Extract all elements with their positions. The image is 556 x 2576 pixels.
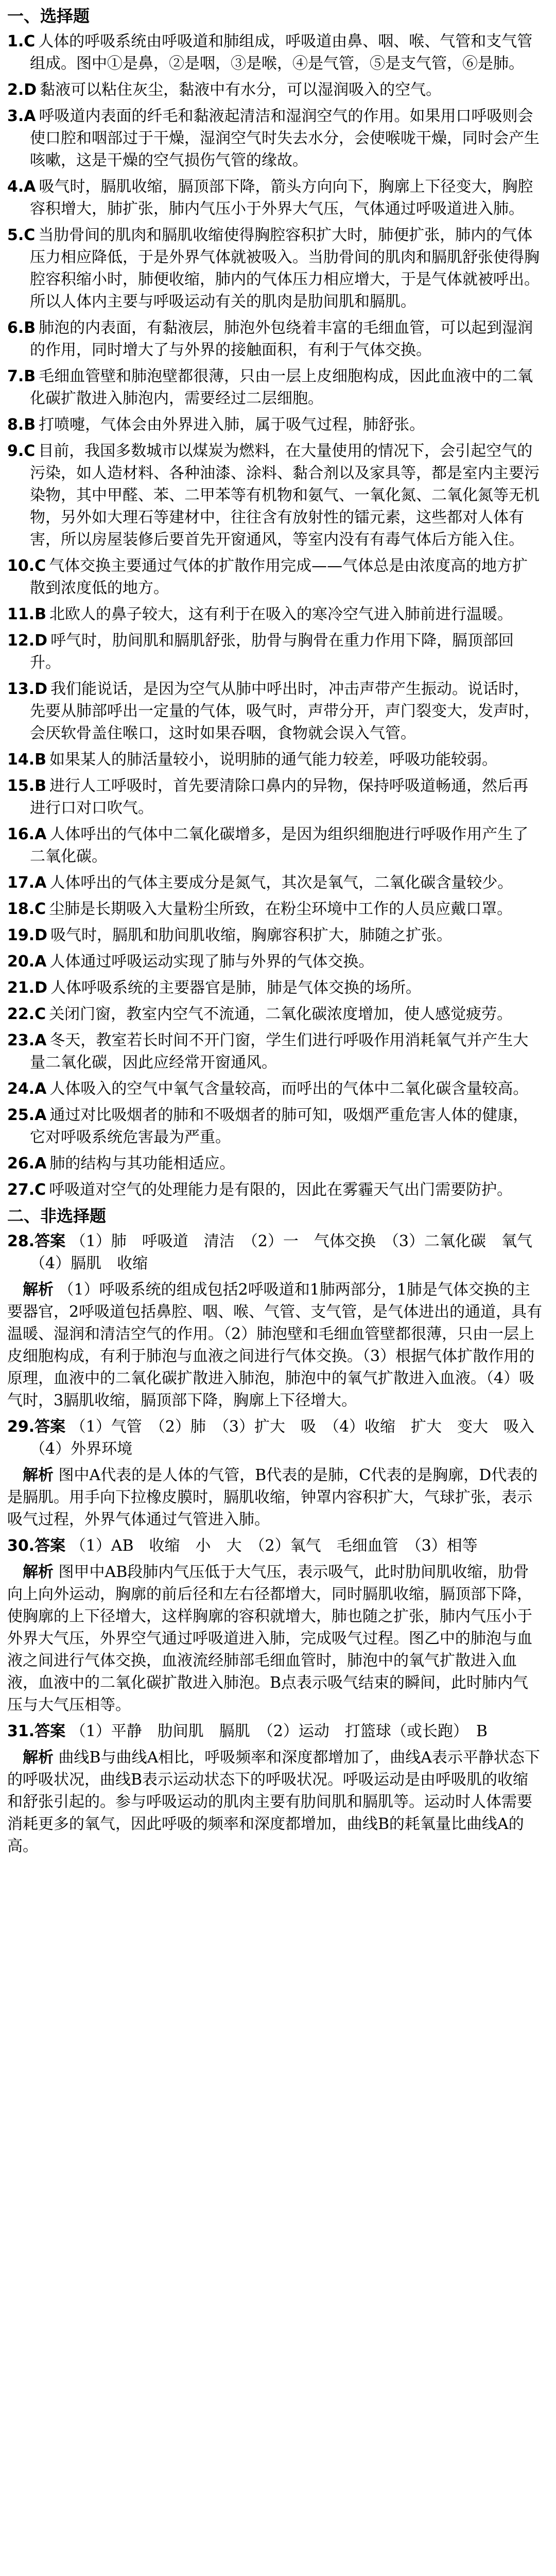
question-number: 30. — [7, 1537, 35, 1555]
explanation-text: 人体通过呼吸运动实现了肺与外界的气体交换。 — [49, 953, 374, 971]
choice-answer-item — [7, 79, 543, 101]
explanation-text: 肺泡的内表面，有黏液层，肺泡外包绕着丰富的毛细血管，可以起到湿润的作用，同时增大了与外界的接触面积，有利于气体交换。 — [30, 319, 533, 359]
nonchoice-analysis-item — [7, 1464, 543, 1531]
question-number: 6. — [7, 319, 24, 337]
answer-letter: D — [24, 81, 37, 99]
explanation-text: 冬天，教室若长时间不开门窗，学生们进行呼吸作用消耗氧气并产生大量二氧化碳，因此应经常开窗通风。 — [30, 1031, 529, 1072]
question-number: 16. — [7, 825, 35, 843]
question-number: 26. — [7, 1155, 35, 1173]
explanation-text: 进行人工呼吸时，首先要清除口鼻内的异物，保持呼吸道畅通，然后再进行口对口吹气。 — [30, 777, 529, 817]
answer-letter: A — [34, 874, 47, 892]
question-number: 5. — [7, 226, 24, 244]
explanation-text: 毛细血管壁和肺泡壁都很薄，只由一层上皮细胞构成，因此血液中的二氧化碳扩散进入肺泡内，需要经过二层细胞。 — [30, 367, 533, 408]
answer-letter: D — [34, 632, 48, 650]
choice-answer-list — [7, 30, 543, 1201]
answer-letter: A — [24, 178, 36, 196]
nonchoice-analysis-item — [7, 1561, 543, 1716]
question-number: 17. — [7, 874, 35, 892]
choice-answer-item — [7, 224, 543, 313]
nonchoice-answer-item — [7, 1416, 550, 1460]
explanation-text: 北欧人的鼻子较大，这有利于在吸入的寒冷空气进入肺前进行温暖。 — [49, 605, 513, 623]
nonchoice-answer-item — [7, 1720, 543, 1742]
choice-answer-item — [7, 105, 543, 172]
answer-label: 解析 — [23, 1563, 54, 1581]
answer-letter: D — [34, 680, 48, 698]
choice-answer-item — [7, 1153, 543, 1175]
explanation-text: 打喷嚏，气体会由外界进入肺，属于吸气过程，肺舒张。 — [39, 416, 425, 434]
choice-answer-item — [7, 1104, 543, 1148]
explanation-text: 人体吸入的空气中氧气含量较高，而呼出的气体中二氧化碳含量较高。 — [49, 1080, 529, 1098]
answer-letter: C — [34, 557, 46, 575]
explanation-text: 目前，我国多数城市以煤炭为燃料，在大量使用的情况下，会引起空气的污染，如人造材料、各种油漆、涂料、黏合剂以及家具等，都是室内主要污染物，其中甲醛、苯、二甲苯等有机物和氨气、一氧化氮、二氧化氮等无机物，另外如大理石等建材中，往往含有放射性的镭元素，这些都对人体有害，所以房屋装修后要首先开窗通风，等室内没有有毒气体后方能入住。 — [30, 442, 540, 549]
section-title-nonchoice: 二、非选择题 — [7, 1206, 107, 1226]
answer-text: （1）气管 （2）肺 （3）扩大 吸 （4）收缩 扩大 变大 吸入 （4）外界环境 — [30, 1418, 550, 1458]
explanation-text: 气体交换主要通过气体的扩散作用完成——气体总是由浓度高的地方扩散到浓度低的地方。 — [30, 557, 528, 597]
question-number: 18. — [7, 900, 35, 918]
answer-text: 图甲中AB段肺内气压低于大气压，表示吸气，此时肋间肌收缩，肋骨向上向外运动，胸廓的前后径和左右径都增大，同时膈肌收缩，膈顶部下降，使胸廓的上下径增大，这样胸廓的容积就增大，肺也随之扩张，肺内气压小于外界大气压，外界空气通过呼吸道进入肺，完成吸气过程。图乙中的肺泡与血液之间进行气体交换，血液流经肺部毛细血管时，肺泡中的氧气扩散进入血液，血液中的二氧化碳扩散进入肺泡。B点表示吸气结束的瞬间，此时肺内气压与大气压相等。 — [7, 1563, 532, 1714]
choice-answer-item — [7, 176, 543, 220]
choice-answer-item — [7, 951, 543, 973]
question-number: 14. — [7, 751, 35, 769]
spacer — [54, 1281, 59, 1299]
choice-answer-item — [7, 630, 543, 674]
question-number: 12. — [7, 632, 35, 650]
choice-answer-item — [7, 440, 543, 551]
question-number: 20. — [7, 953, 35, 971]
explanation-text: 尘肺是长期吸入大量粉尘所致，在粉尘环境中工作的人员应戴口罩。 — [49, 900, 513, 918]
spacer — [65, 1537, 71, 1555]
answer-letter: A — [34, 953, 47, 971]
answer-letter: A — [34, 1155, 47, 1173]
answer-label: 解析 — [23, 1466, 54, 1484]
question-number: 13. — [7, 680, 35, 698]
explanation-text: 呼吸道对空气的处理能力是有限的，因此在雾霾天气出门需要防护。 — [49, 1181, 513, 1199]
choice-answer-item — [7, 317, 543, 361]
nonchoice-answer-list — [7, 1230, 550, 1857]
choice-answer-item — [7, 898, 543, 920]
answer-letter: A — [34, 825, 47, 843]
answer-text: （1）肺 呼吸道 清洁 （2）一 气体交换 （3）二氧化碳 氧气 （4）膈肌 收缩 — [30, 1232, 548, 1273]
answer-letter: D — [34, 979, 48, 997]
answer-text: 曲线B与曲线A相比，呼吸频率和深度都增加了，曲线A表示平静状态下的呼吸状况，曲线B表示运动状态下的呼吸状况。呼吸运动是由呼吸肌的收缩和舒张引起的。参与呼吸运动的肌肉主要有肋间肌和膈肌等。运动时人体需要消耗更多的氧气，因此呼吸的频率和深度都增加，曲线B的耗氧量比曲线A的高。 — [7, 1749, 540, 1855]
answer-letter: A — [24, 107, 36, 125]
explanation-text: 人体呼出的气体中二氧化碳增多，是因为组织细胞进行呼吸作用产生了二氧化碳。 — [30, 825, 529, 866]
choice-answer-item — [7, 823, 543, 868]
explanation-text: 人体的呼吸系统由呼吸道和肺组成，呼吸道由鼻、咽、喉、气管和支气管组成。图中①是鼻，②是咽，③是喉，④是气管，⑤是支气管，⑥是肺。 — [30, 32, 533, 73]
spacer — [54, 1563, 59, 1581]
choice-answer-item — [7, 1179, 543, 1201]
answer-letter: B — [24, 416, 36, 434]
answer-letter: B — [34, 605, 47, 623]
answer-text: （1）呼吸系统的组成包括2呼吸道和1肺两部分，1肺是气体交换的主要器官，2呼吸道包括鼻腔、咽、喉、气管、支气管，是气体进出的通道，具有温暖、湿润和清洁空气的作用。（2）肺泡壁和毛细血管壁都很薄，只由一层上皮细胞构成，有利于肺泡与血液之间进行气体交换。（3）根据气体扩散作用的原理，血液中的二氧化碳扩散进入肺泡，肺泡中的氧气扩散进入血液。（4）吸气时，3膈肌收缩，膈顶部下降，胸廓上下径增大。 — [7, 1281, 543, 1410]
spacer — [65, 1418, 71, 1436]
choice-answer-item — [7, 414, 543, 436]
explanation-text: 呼吸道内表面的纤毛和黏液起清洁和湿润空气的作用。如果用口呼吸则会使口腔和咽部过于干燥，湿润空气时失去水分，会使喉咙干燥，同时会产生咳嗽，这是干燥的空气损伤气管的缘故。 — [30, 107, 540, 170]
explanation-text: 通过对比吸烟者的肺和不吸烟者的肺可知，吸烟严重危害人体的健康，它对呼吸系统危害最为严重。 — [30, 1106, 529, 1146]
question-number: 10. — [7, 557, 35, 575]
choice-answer-item — [7, 603, 543, 625]
answer-letter: C — [24, 32, 36, 50]
explanation-text: 关闭门窗，教室内空气不流通，二氧化碳浓度增加，使人感觉疲劳。 — [49, 1005, 513, 1023]
explanation-text: 我们能说话，是因为空气从肺中呼出时，冲击声带产生振动。说话时，先要从肺部呼出一定量的气体，吸气时，声带分开，声门裂变大，发声时，会厌软骨盖住喉口，这时如果吞咽，食物就会误入气管。 — [30, 680, 540, 742]
answer-letter: A — [34, 1080, 47, 1098]
question-number: 25. — [7, 1106, 35, 1124]
answer-letter: B — [34, 777, 47, 795]
nonchoice-analysis-item — [7, 1747, 543, 1857]
question-number: 9. — [7, 442, 24, 460]
choice-answer-item — [7, 872, 543, 894]
answer-text: （1）平静 肋间肌 膈肌 （2）运动 打篮球（或长跑） B — [70, 1722, 488, 1740]
answer-letter: B — [24, 319, 36, 337]
answer-letter: C — [34, 1181, 46, 1199]
explanation-text: 人体呼吸系统的主要器官是肺，肺是气体交换的场所。 — [50, 979, 422, 997]
explanation-text: 吸气时，膈肌收缩，膈顶部下降，箭头方向向下，胸廓上下径变大，胸腔容积增大，肺扩张，肺内气压小于外界大气压，气体通过呼吸道进入肺。 — [30, 178, 533, 218]
spacer — [65, 1232, 71, 1250]
nonchoice-answer-item — [7, 1535, 543, 1557]
answer-label: 解析 — [23, 1281, 54, 1299]
choice-answer-item — [7, 749, 543, 771]
answer-label: 答案 — [34, 1722, 66, 1740]
question-number: 19. — [7, 926, 35, 944]
question-number: 4. — [7, 178, 24, 196]
explanation-text: 吸气时，膈肌和肋间肌收缩，胸廓容积扩大，肺随之扩张。 — [50, 926, 453, 944]
choice-answer-item — [7, 1029, 543, 1074]
choice-answer-item — [7, 365, 543, 410]
question-number: 24. — [7, 1080, 35, 1098]
question-number: 1. — [7, 32, 24, 50]
spacer — [65, 1722, 71, 1740]
explanation-text: 当肋骨间的肌肉和膈肌收缩使得胸腔容积扩大时，肺便扩张，肺内的气体压力相应降低，于是外界气体就被吸入。当肋骨间的肌肉和膈肌舒张使得胸腔容积缩小时，肺便收缩，肺内的气体压力相应增大，于是气体就被呼出。所以人体内主要与呼吸运动有关的肌肉是肋间肌和膈肌。 — [30, 226, 540, 311]
answer-letter: B — [24, 367, 36, 385]
spacer — [54, 1466, 59, 1484]
explanation-text: 如果某人的肺活量较小，说明肺的通气能力较差，呼吸功能较弱。 — [49, 751, 498, 769]
question-number: 27. — [7, 1181, 35, 1199]
choice-answer-item — [7, 30, 543, 75]
choice-answer-item — [7, 924, 543, 946]
question-number: 23. — [7, 1031, 35, 1049]
spacer — [54, 1749, 59, 1767]
explanation-text: 黏液可以粘住灰尘，黏液中有水分，可以湿润吸入的空气。 — [40, 81, 442, 99]
question-number: 29. — [7, 1418, 35, 1436]
answer-label: 答案 — [34, 1537, 66, 1555]
choice-answer-item — [7, 775, 543, 819]
answer-text: （1）AB 收缩 小 大 （2）氧气 毛细血管 （3）相等 — [70, 1537, 478, 1555]
choice-answer-item — [7, 678, 543, 744]
answer-letter: D — [34, 926, 48, 944]
question-number: 7. — [7, 367, 24, 385]
answer-letter: B — [34, 751, 47, 769]
choice-answer-item — [7, 1003, 543, 1025]
answer-label: 解析 — [23, 1749, 54, 1767]
answer-letter: C — [34, 1005, 46, 1023]
question-number: 21. — [7, 979, 35, 997]
answer-letter: C — [24, 442, 36, 460]
answer-label: 答案 — [34, 1418, 66, 1436]
question-number: 31. — [7, 1722, 35, 1740]
question-number: 2. — [7, 81, 24, 99]
section-title-choice: 一、选择题 — [7, 6, 90, 26]
answer-letter: C — [34, 900, 46, 918]
question-number: 11. — [7, 605, 35, 623]
answer-text: 图中A代表的是人体的气管，B代表的是肺，C代表的是胸廓，D代表的是膈肌。用手向下拉橡皮膜时，膈肌收缩，钟罩内容积扩大，气球扩张，表示吸气过程，外界气体通过气管进入肺。 — [7, 1466, 538, 1529]
explanation-text: 肺的结构与其功能相适应。 — [49, 1155, 235, 1173]
explanation-text: 人体呼出的气体主要成分是氮气，其次是氧气，二氧化碳含量较少。 — [49, 874, 513, 892]
explanation-text: 呼气时，肋间肌和膈肌舒张，肋骨与胸骨在重力作用下降，膈顶部回升。 — [30, 632, 514, 672]
question-number: 15. — [7, 777, 35, 795]
nonchoice-analysis-item — [7, 1279, 543, 1412]
question-number: 8. — [7, 416, 24, 434]
answer-letter: A — [34, 1106, 47, 1124]
answer-letter: A — [34, 1031, 47, 1049]
choice-answer-item — [7, 977, 543, 999]
answer-label: 答案 — [34, 1232, 66, 1250]
answer-letter: C — [24, 226, 36, 244]
nonchoice-answer-item — [7, 1230, 548, 1275]
choice-answer-item — [7, 555, 543, 599]
question-number: 28. — [7, 1232, 35, 1250]
choice-answer-item — [7, 1078, 543, 1100]
question-number: 22. — [7, 1005, 35, 1023]
question-number: 3. — [7, 107, 24, 125]
